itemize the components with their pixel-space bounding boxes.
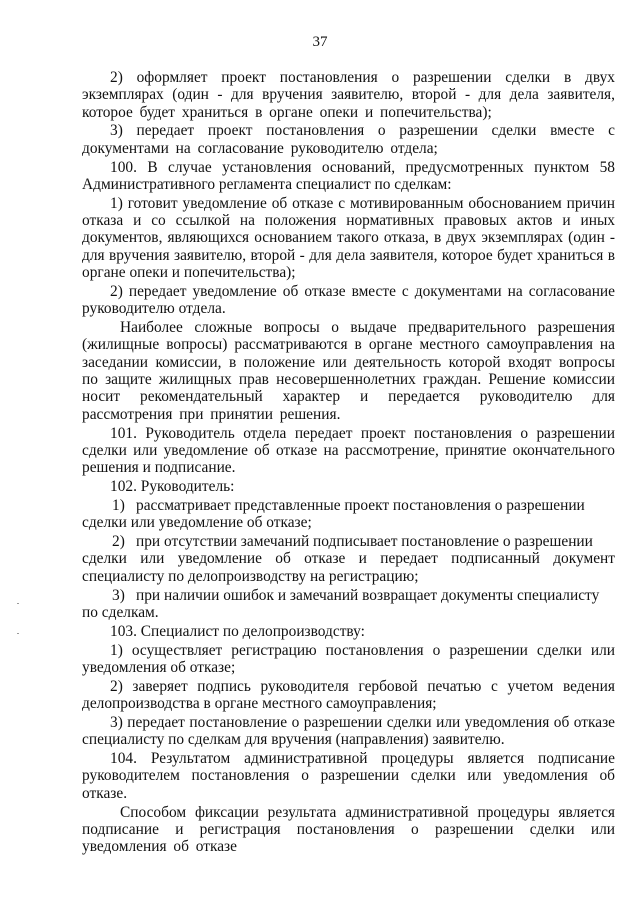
section-102-item-1 (82, 497, 615, 532)
paragraph-section-103: 103. Специалист по делопроизводству: (110, 622, 365, 640)
item-text: рассматривает представленные проект постановления о разрешении (136, 496, 585, 514)
section-102-item-3 (82, 587, 615, 622)
scan-artifact (17, 603, 19, 604)
scan-artifact (17, 633, 19, 634)
document-body (82, 69, 615, 857)
paragraph-section-104: 104. Результатом административной процедуры является подписание руководителем постановления о разрешении сделки или уведомления об отказе. (82, 750, 615, 802)
paragraph-section-102: 102. Руководитель: (110, 477, 235, 495)
paragraph-section-100-item-1: 1) готовит уведомление об отказе с мотивированным обоснованием причин отказа и со ссылкой на положения нормативных правовых актов и иных документов, являющихся основанием такого отказа, в двух экземплярах (один - для вручения заявителю, второй - для дела заявителя, которое будет храниться в органе опеки и попечительства); (82, 194, 615, 282)
item-text-continued: сделки или уведомление об отказе и передает подписанный документ специалисту по делопроизводству на регистрацию; (82, 550, 615, 585)
paragraph-section-103-item-2: 2) заверяет подпись руководителя гербовой печатью с учетом ведения делопроизводства в органе местного самоуправления; (82, 677, 615, 713)
paragraph-complex-questions: Наиболее сложные вопросы о выдаче предварительного разрешения (жилищные вопросы) рассматриваются в органе местного самоуправления на заседании комиссии, в положение или деятельность которой входят вопросы по защите жилищных прав несовершеннолетних граждан. Решение комиссии носит рекомендательный характер и передается руководителю для рассмотрения при принятии решения. (82, 319, 615, 423)
paragraph-fixation-method: Способом фиксации результата административной процедуры является подписание и регистрация постановления о разрешении сделки или уведомления об отказе (82, 803, 615, 856)
item-number: 3) (112, 586, 125, 604)
paragraph-section-100-item-2: 2) передает уведомление об отказе вместе с документами на согласование руководителю отдела. (82, 282, 615, 318)
page-number: 37 (312, 34, 328, 50)
item-number: 2) (112, 533, 125, 551)
paragraph-clause-3-submit: 3) передает проект постановления о разрешении сделки вместе с документами на согласование руководителю отдела; (82, 122, 615, 157)
item-text: при наличии ошибок и замечаний возвращает документы специалисту (136, 586, 600, 604)
section-102-item-2 (82, 533, 615, 585)
paragraph-section-100: 100. В случае установления оснований, предусмотренных пунктом 58 Административного регламента специалист по сделкам: (82, 158, 615, 193)
item-number: 1) (112, 496, 125, 514)
paragraph-section-103-item-3: 3) передает постановление о разрешении сделки или уведомления об отказе специалисту по сделкам для вручения (направления) заявителю. (82, 714, 615, 749)
item-text: при отсутствии замечаний подписывает постановление о разрешении (136, 533, 593, 551)
paragraph-clause-2-draft: 2) оформляет проект постановления о разрешении сделки в двух экземплярах (один - для вручения заявителю, второй - для дела заявителя, которое будет храниться в органе опеки и попечительства); (82, 69, 615, 121)
item-text-continued: сделки или уведомление об отказе; (82, 514, 312, 532)
paragraph-section-101: 101. Руководитель отдела передает проект постановления о разрешении сделки или уведомление об отказе на рассмотрение, принятие окончательного решения и подписание. (82, 424, 615, 477)
paragraph-section-103-item-1: 1) осуществляет регистрацию постановления о разрешении сделки или уведомления об отказе; (82, 641, 615, 676)
item-text-continued: по сделкам. (82, 603, 159, 621)
